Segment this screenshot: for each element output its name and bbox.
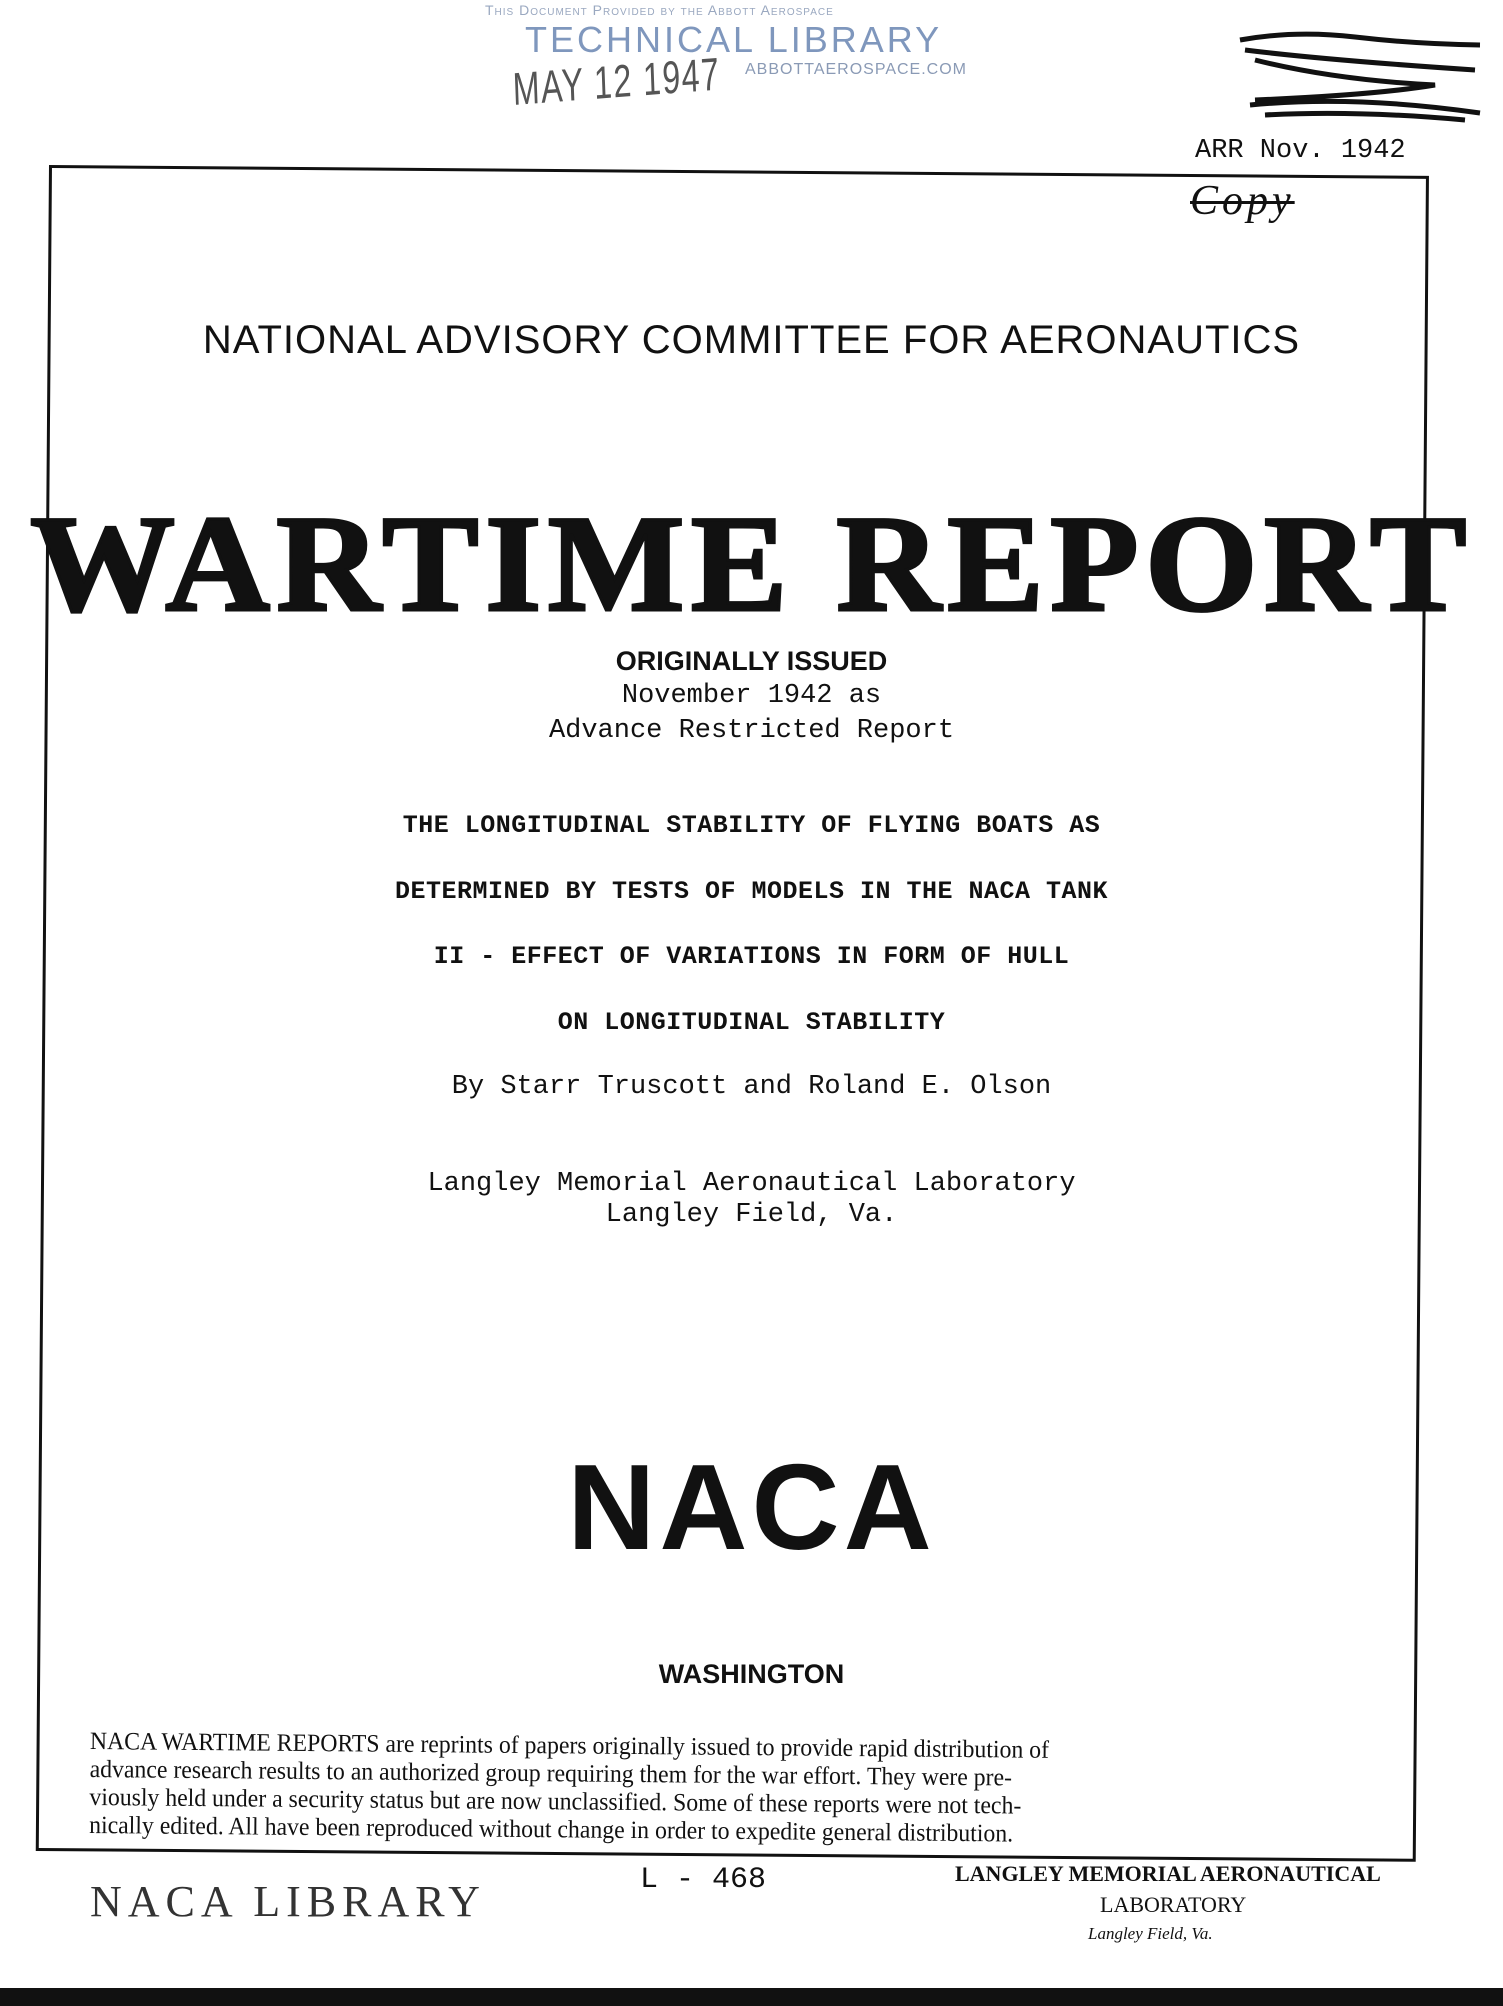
scribble-redaction-icon xyxy=(1235,25,1485,130)
naca-library-stamp: NACA LIBRARY xyxy=(90,1877,486,1926)
organization-name: NATIONAL ADVISORY COMMITTEE FOR AERONAUTICS xyxy=(202,318,1301,362)
technical-library-watermark: TECHNICAL LIBRARY xyxy=(525,19,943,60)
notice-line: advance research results to an authorized group requiring them for the war effort. They were pre- xyxy=(89,1755,1013,1792)
title-line: II - EFFECT OF VARIATIONS IN FORM OF HULL xyxy=(433,942,1070,971)
notice-line: nically edited. All have been reproduced without change in order to expedite general distribution. xyxy=(89,1811,1014,1848)
footer-stamp-line: Langley Field, Va. xyxy=(1088,1924,1213,1943)
authors: By Starr Truscott and Roland E. Olson xyxy=(451,1072,1052,1102)
report-number: L - 468 xyxy=(640,1863,767,1897)
title-line: ON LONGITUDINAL STABILITY xyxy=(557,1008,946,1037)
notice-line: viously held under a security status but are now unclassified. Some of these reports were not tech- xyxy=(89,1783,1022,1820)
scan-edge xyxy=(0,1988,1503,2006)
originally-issued-label: ORIGINALLY ISSUED xyxy=(615,646,888,676)
title-line: DETERMINED BY TESTS OF MODELS IN THE NACA TANK xyxy=(394,877,1109,906)
received-date-stamp: MAY 12 1947 xyxy=(511,47,722,115)
report-type-heading: WARTIME REPORT xyxy=(30,487,1473,640)
city: WASHINGTON xyxy=(658,1659,845,1689)
report-code: ARR Nov. 1942 xyxy=(1195,136,1406,166)
notice-paragraph xyxy=(89,1728,1287,1851)
watermark-url: ABBOTTAEROSPACE.COM xyxy=(745,61,967,78)
provider-watermark: This Document Provided by the Abbott Aerospace xyxy=(485,2,834,18)
naca-logo: NACA xyxy=(567,1439,936,1575)
affiliation-lab: Langley Memorial Aeronautical Laboratory xyxy=(427,1169,1076,1199)
footer-stamp-line: LABORATORY xyxy=(1100,1892,1247,1917)
footer-stamp-line: LANGLEY MEMORIAL AERONAUTICAL xyxy=(955,1861,1381,1886)
issue-date: November 1942 as xyxy=(621,681,882,711)
notice-line: NACA WARTIME REPORTS are reprints of papers originally issued to provide rapid distribution of xyxy=(89,1728,1050,1764)
crossed-out-copy-note: Copy xyxy=(1190,178,1295,224)
title-line: THE LONGITUDINAL STABILITY OF FLYING BOATS AS xyxy=(402,811,1101,840)
issue-type: Advance Restricted Report xyxy=(548,716,955,746)
affiliation-location: Langley Field, Va. xyxy=(605,1200,898,1230)
